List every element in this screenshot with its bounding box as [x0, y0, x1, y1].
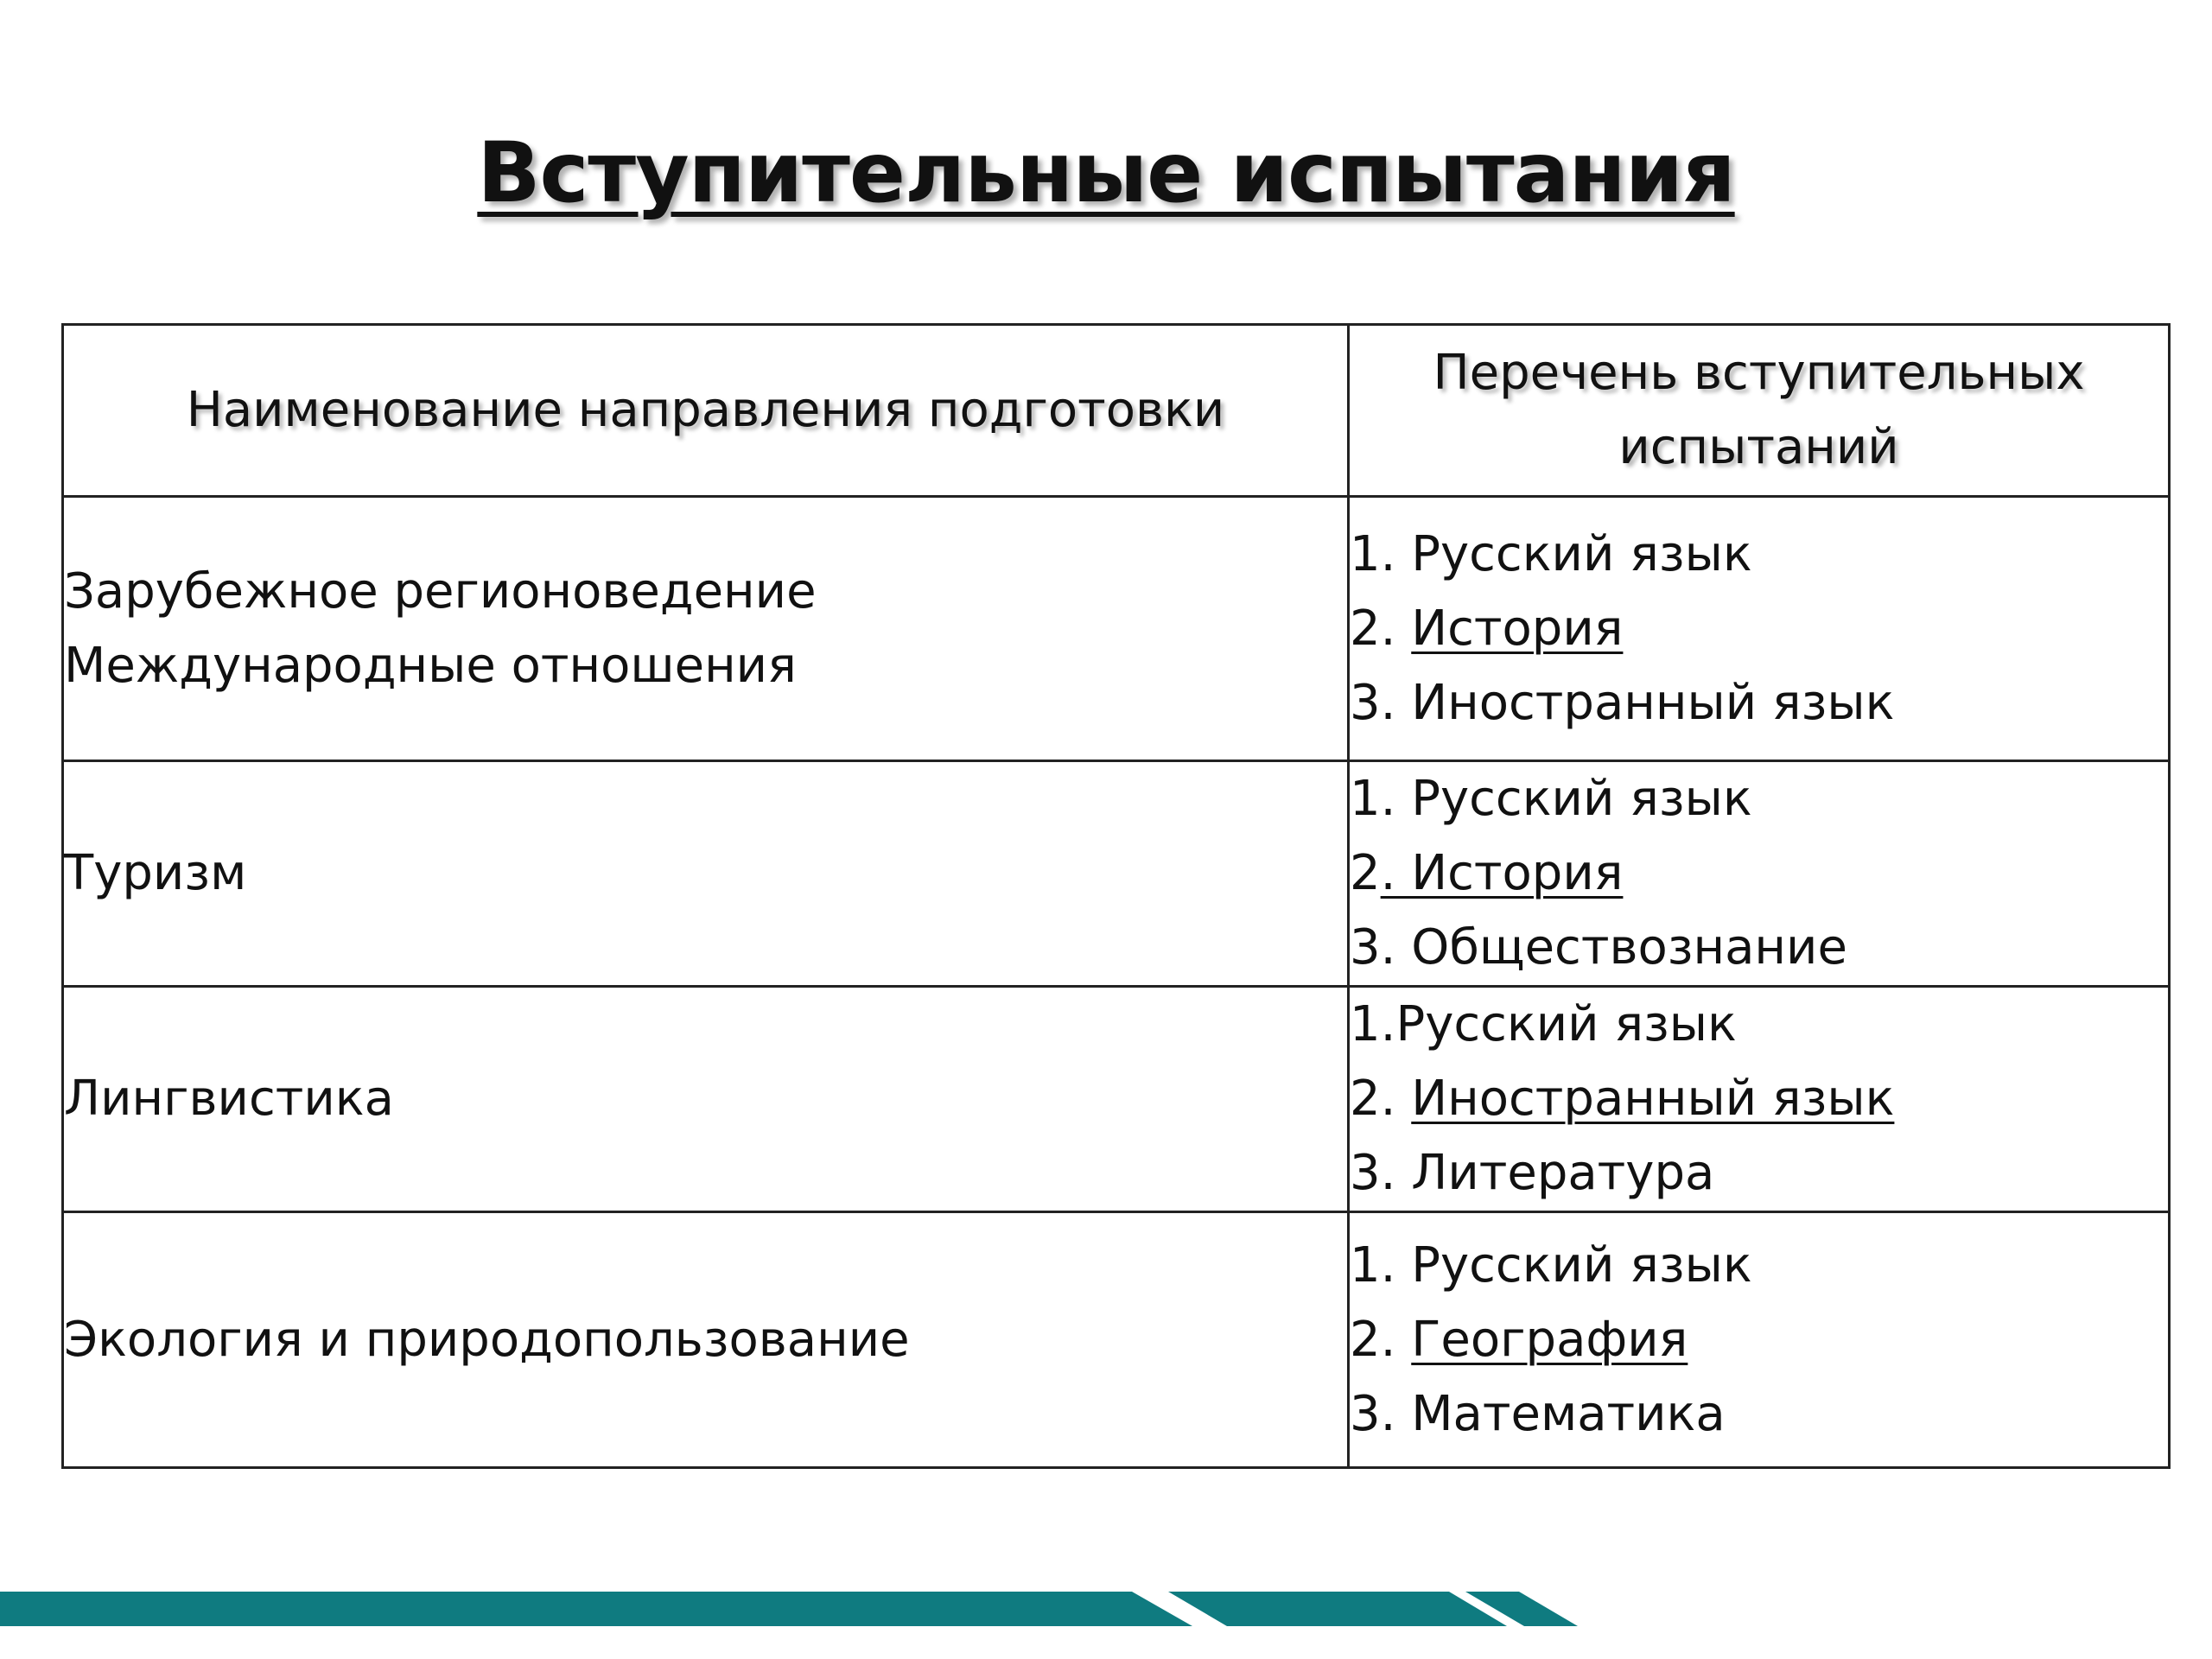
exam-item: 1. Русский язык — [1350, 1236, 1752, 1294]
program-name: Лингвистика — [64, 1071, 394, 1127]
program-name-cell — [63, 761, 1349, 987]
table-row — [63, 987, 2170, 1212]
exam-item: 1. Русский язык — [1350, 525, 1752, 582]
exam-item: 2. История — [1350, 845, 1624, 901]
exam-item: 3. Иностранный язык — [1350, 674, 1895, 731]
exam-item: 3. Математика — [1350, 1385, 1726, 1442]
exam-item: 3. Обществознание — [1350, 919, 1847, 976]
program-name: Туризм — [64, 845, 247, 901]
program-name-cell — [63, 987, 1349, 1212]
exam-item: 2. История — [1350, 600, 1624, 657]
footer-stripe — [1168, 1592, 1507, 1626]
program-name: Международные отношения — [64, 637, 797, 694]
footer-stripe — [0, 1592, 1192, 1626]
program-name: Зарубежное регионоведение — [64, 563, 817, 620]
exam-item: 1. Русский язык — [1350, 771, 1752, 827]
table-row — [63, 1212, 2170, 1468]
exam-item: 1.Русский язык — [1350, 996, 1737, 1052]
program-name: Экология и природопользование — [64, 1311, 910, 1368]
exam-item: 2. Иностранный язык — [1350, 1071, 1895, 1127]
header-exam-list — [1349, 325, 2170, 497]
exam-item: 3. Литература — [1350, 1145, 1715, 1201]
header-exam-list-line2: испытаний — [1618, 419, 1899, 475]
page-title-text: Вступительные испытания — [477, 124, 1735, 221]
table-header-row — [63, 325, 2170, 497]
exam-list-cell — [1349, 1212, 2170, 1468]
exam-list-cell — [1349, 497, 2170, 761]
header-exam-list-line1: Перечень вступительных — [1433, 345, 2085, 401]
program-name-cell — [63, 497, 1349, 761]
exam-item: 2. География — [1350, 1311, 1688, 1368]
entrance-exams-table — [61, 323, 2171, 1469]
exam-list-cell — [1349, 987, 2170, 1212]
exam-list-cell — [1349, 761, 2170, 987]
page-title — [0, 121, 2212, 225]
table-row — [63, 497, 2170, 761]
program-name-cell — [63, 1212, 1349, 1468]
header-program-name: Наименование направления подготовки — [63, 325, 1349, 497]
table-row — [63, 761, 2170, 987]
